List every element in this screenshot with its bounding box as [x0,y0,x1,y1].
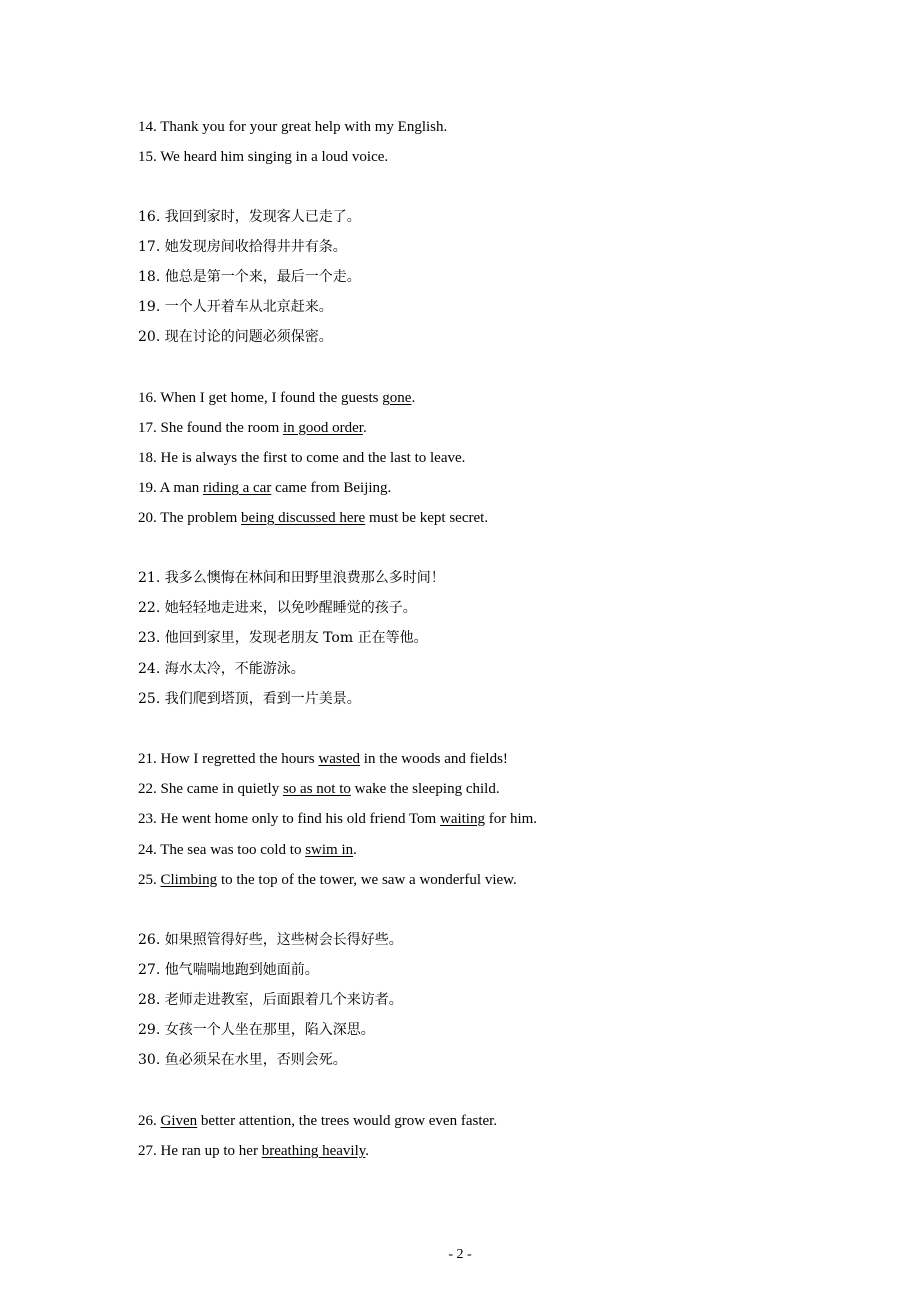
sentence-text: . [365,1143,370,1159]
underlined-phrase: gone [382,390,412,406]
sentence-27-cn: 27. 他气喘喘地跑到她面前。 [138,962,319,978]
sentence-25-cn: 25. 我们爬到塔顶，看到一片美景。 [138,691,361,707]
underlined-phrase: riding a car [203,480,272,496]
sentence-25-en [138,870,517,890]
underlined-phrase: breathing heavily [261,1143,366,1159]
sentence-text: came from Beijing. [271,480,392,496]
underlined-phrase: in good order [282,420,363,436]
underlined-phrase: being discussed here [241,510,366,526]
sentence-15-en: 15. We heard him singing in a loud voice. [138,149,389,165]
sentence-text: 20. The problem [138,510,242,526]
sentence-text: in the woods and fields! [360,751,508,767]
sentence-text: for him. [484,811,538,827]
sentence-text: 25. [138,872,161,888]
sentence-text: 23. He went home only to find his old friend Tom [138,811,440,827]
sentence-text: . [411,390,416,406]
sentence-text: 19. A man [138,480,204,496]
sentence-22-en [138,779,500,799]
sentence-23-cn: 23. 他回到家里，发现老朋友 Tom 正在等他。 [138,630,428,646]
sentence-14-en: 14. Thank you for your great help with my English. [138,119,448,135]
watermark: www.zixin.com.cn [490,603,917,661]
sentence-21-en [138,749,508,769]
sentence-24-en [138,840,357,860]
sentence-text: . [353,842,357,858]
page-number: - 2 - [448,1247,472,1262]
sentence-text: 17. She found the room [138,420,283,436]
sentence-19-en [138,478,391,498]
sentence-text: 24. The sea was too cold to [138,842,306,858]
sentence-text: must be kept secret. [365,510,489,526]
sentence-28-cn: 28. 老师走进教室，后面跟着几个来访者。 [138,992,403,1008]
underlined-phrase: wasted [318,751,361,767]
sentence-text: . [362,420,367,436]
sentence-21-cn: 21. 我多么懊悔在林间和田野里浪费那么多时间！ [138,570,445,586]
sentence-text: 22. She came in quietly [138,781,283,797]
sentence-23-en [138,809,537,829]
sentence-20-cn: 20. 现在讨论的问题必须保密。 [138,329,333,345]
underlined-phrase: so as not to [282,781,351,797]
sentence-16-en [138,388,415,408]
sentence-16-cn: 16. 我回到家时，发现客人已走了。 [138,209,361,225]
sentence-17-cn: 17. 她发现房间收拾得井井有条。 [138,239,347,255]
sentence-20-en [138,508,488,528]
sentence-22-cn: 22. 她轻轻地走进来，以免吵醒睡觉的孩子。 [138,600,417,616]
underlined-phrase: swim in [305,842,354,858]
sentence-text: 27. He ran up to her [138,1143,262,1159]
sentence-29-cn: 29. 女孩一个人坐在那里，陷入深思。 [138,1022,375,1038]
sentence-26-cn: 26. 如果照管得好些，这些树会长得好些。 [138,932,403,948]
sentence-24-cn: 24. 海水太冷，不能游泳。 [138,661,305,677]
sentence-text: 21. How I regretted the hours [138,751,319,767]
sentence-17-en [138,418,367,438]
sentence-text: 16. When I get home, I found the guests [138,390,383,406]
sentence-18-cn: 18. 他总是第一个来，最后一个走。 [138,269,361,285]
sentence-text: better attention, the trees would grow even faster. [197,1113,498,1129]
sentence-text: 26. [138,1113,161,1129]
sentence-text: to the top of the tower, we saw a wonderful view. [217,872,517,888]
sentence-30-cn: 30. 鱼必须呆在水里，否则会死。 [138,1052,347,1068]
sentence-26-en [138,1111,497,1131]
sentence-text: wake the sleeping child. [350,781,500,797]
underlined-phrase: Climbing [160,872,218,888]
underlined-phrase: Given [160,1113,198,1129]
sentence-27-en [138,1141,369,1161]
underlined-phrase: waiting [439,811,485,827]
sentence-18-en: 18. He is always the first to come and the last to leave. [138,450,466,466]
sentence-19-cn: 19. 一个人开着车从北京赶来。 [138,299,333,315]
